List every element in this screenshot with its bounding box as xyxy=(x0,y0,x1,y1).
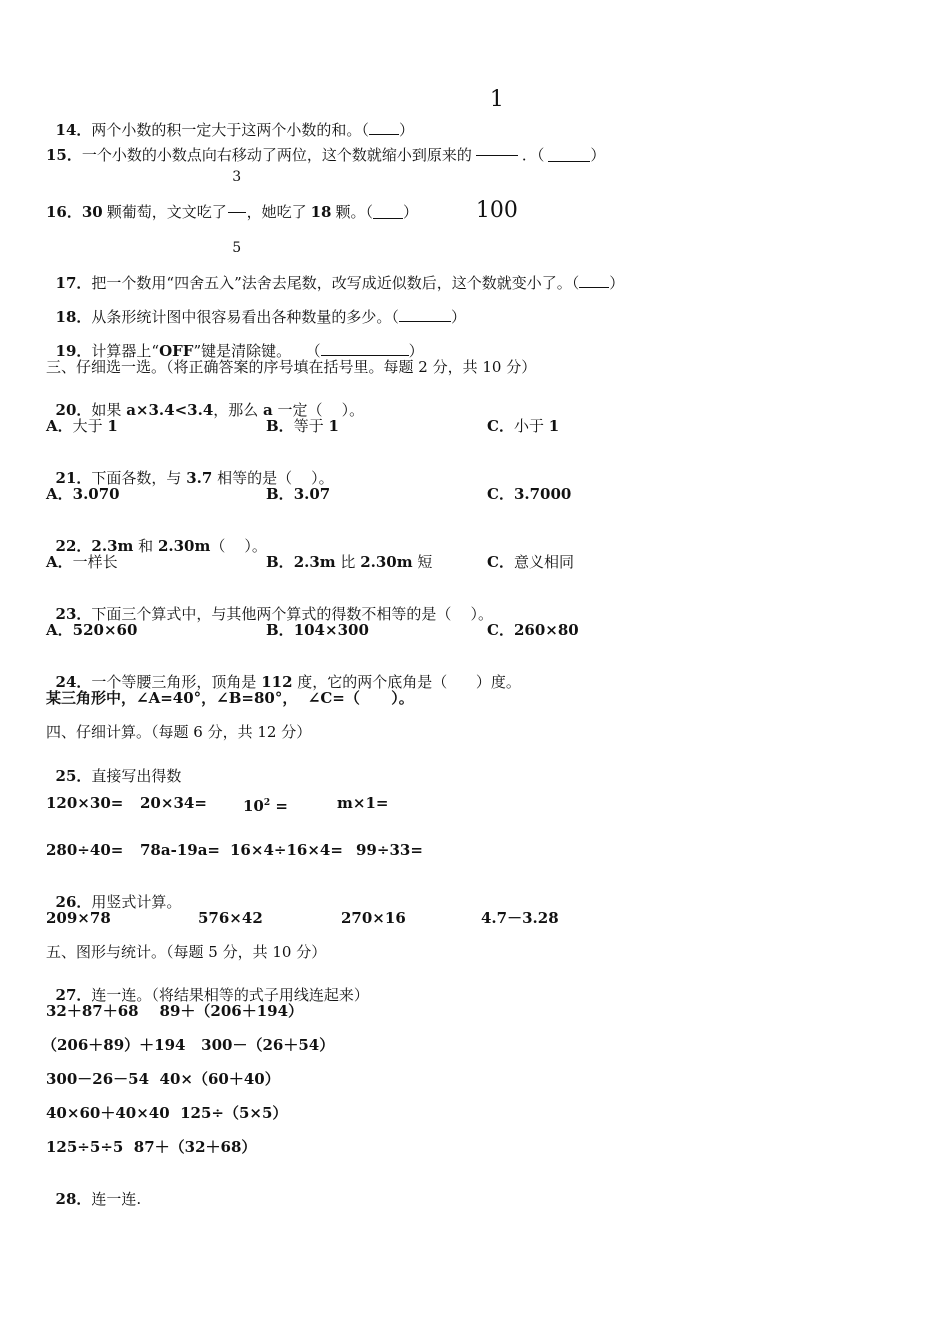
calc-item: 4.7－3.28 xyxy=(481,909,559,927)
question-21: 21．下面各数，与 3.7 相等的是（ ）。 xyxy=(55,469,334,487)
question-19: 19．计算器上“OFF”键是清除键。 （ ） xyxy=(55,342,424,360)
question-24-line2: 某三角形中，∠A=40°，∠B=80°， ∠C=（ ）。 xyxy=(46,689,414,707)
answer-blank[interactable] xyxy=(548,148,590,162)
section-5-title: 五、图形与统计。（每题 5 分，共 10 分） xyxy=(46,943,327,961)
q22-option-c[interactable]: C．意义相同 xyxy=(487,553,574,571)
calc-item: 78a-19a= xyxy=(140,841,220,859)
question-27: 27．连一连。（将结果相等的式子用线连起来） xyxy=(55,986,369,1004)
calc-item: 270×16 xyxy=(341,909,406,927)
calc-item: 99÷33= xyxy=(356,841,423,859)
question-16: 16． 30 颗葡萄，文文吃了 $\frac{3}{5}$ ，她吃了 18 颗。（ ） xyxy=(46,189,418,235)
fraction-1-100: $\frac{1}{100}$ xyxy=(475,86,518,223)
question-15: 15． 一个小数的小数点向右移动了两位，这个数就缩小到原来的 $\frac{1}{100}$ ．（ ） xyxy=(46,132,605,178)
calc-item: 209×78 xyxy=(46,909,111,927)
match-row: （206＋89）＋194 300－（26＋54） xyxy=(42,1036,335,1054)
question-26: 26．用竖式计算。 xyxy=(55,893,182,911)
calc-item: $10^2$ = xyxy=(243,797,288,815)
match-row: 300－26－54 40×（60＋40） xyxy=(46,1070,280,1088)
match-row: 125÷5÷5 87＋（32＋68） xyxy=(46,1138,257,1156)
fraction-3-5: $\frac{3}{5}$ xyxy=(228,142,246,283)
question-18: 18．从条形统计图中很容易看出各种数量的多少。（ ） xyxy=(55,308,466,326)
answer-blank[interactable] xyxy=(373,205,403,219)
q22-option-b[interactable]: B．2.3m 比 2.30m 短 xyxy=(266,553,433,571)
answer-blank[interactable] xyxy=(399,308,451,322)
calc-item: 16×4÷16×4= xyxy=(230,841,343,859)
q22-option-a[interactable]: A．一样长 xyxy=(46,553,118,571)
question-17: 17．把一个数用“四舍五入”法舍去尾数，改写成近似数后，这个数就变小了。（ ） xyxy=(55,274,625,292)
calc-item: 20×34= xyxy=(140,794,207,812)
q23-option-c[interactable]: C．260×80 xyxy=(487,621,579,639)
question-24: 24．一个等腰三角形，顶角是 112 度，它的两个底角是（ ）度。 xyxy=(55,673,521,691)
question-20: 20．如果 a×3.4<3.4，那么 a 一定（ ）。 xyxy=(55,401,365,419)
q20-option-a[interactable]: A．大于 1 xyxy=(46,417,118,435)
q21-option-c[interactable]: C．3.7000 xyxy=(487,485,572,503)
calc-item: 280÷40= xyxy=(46,841,124,859)
section-4-title: 四、仔细计算。（每题 6 分，共 12 分） xyxy=(46,723,312,741)
match-row: 32＋87＋68 89＋（206＋194） xyxy=(46,1002,304,1020)
calc-item: m×1= xyxy=(337,794,389,812)
q20-option-c[interactable]: C．小于 1 xyxy=(487,417,560,435)
q23-option-b[interactable]: B．104×300 xyxy=(266,621,369,639)
q21-option-a[interactable]: A．3.070 xyxy=(46,485,120,503)
q21-option-b[interactable]: B．3.07 xyxy=(266,485,331,503)
question-28: 28．连一连. xyxy=(55,1190,142,1208)
calc-item: 576×42 xyxy=(198,909,263,927)
q20-option-b[interactable]: B．等于 1 xyxy=(266,417,339,435)
question-23: 23．下面三个算式中，与其他两个算式的得数不相等的是（ ）。 xyxy=(55,605,493,623)
answer-blank[interactable] xyxy=(579,274,609,288)
question-25: 25．直接写出得数 xyxy=(55,767,182,785)
q23-option-a[interactable]: A．520×60 xyxy=(46,621,138,639)
match-row: 40×60＋40×40 125÷（5×5） xyxy=(46,1104,288,1122)
calc-item: 120×30= xyxy=(46,794,124,812)
question-22: 22．2.3m 和 2.30m（ ）。 xyxy=(55,537,267,555)
section-3-title: 三、仔细选一选。（将正确答案的序号填在括号里。每题 2 分，共 10 分） xyxy=(46,358,537,376)
question-14: 14．两个小数的积一定大于这两个小数的和。（ ） xyxy=(55,121,414,139)
answer-blank[interactable] xyxy=(321,342,409,356)
